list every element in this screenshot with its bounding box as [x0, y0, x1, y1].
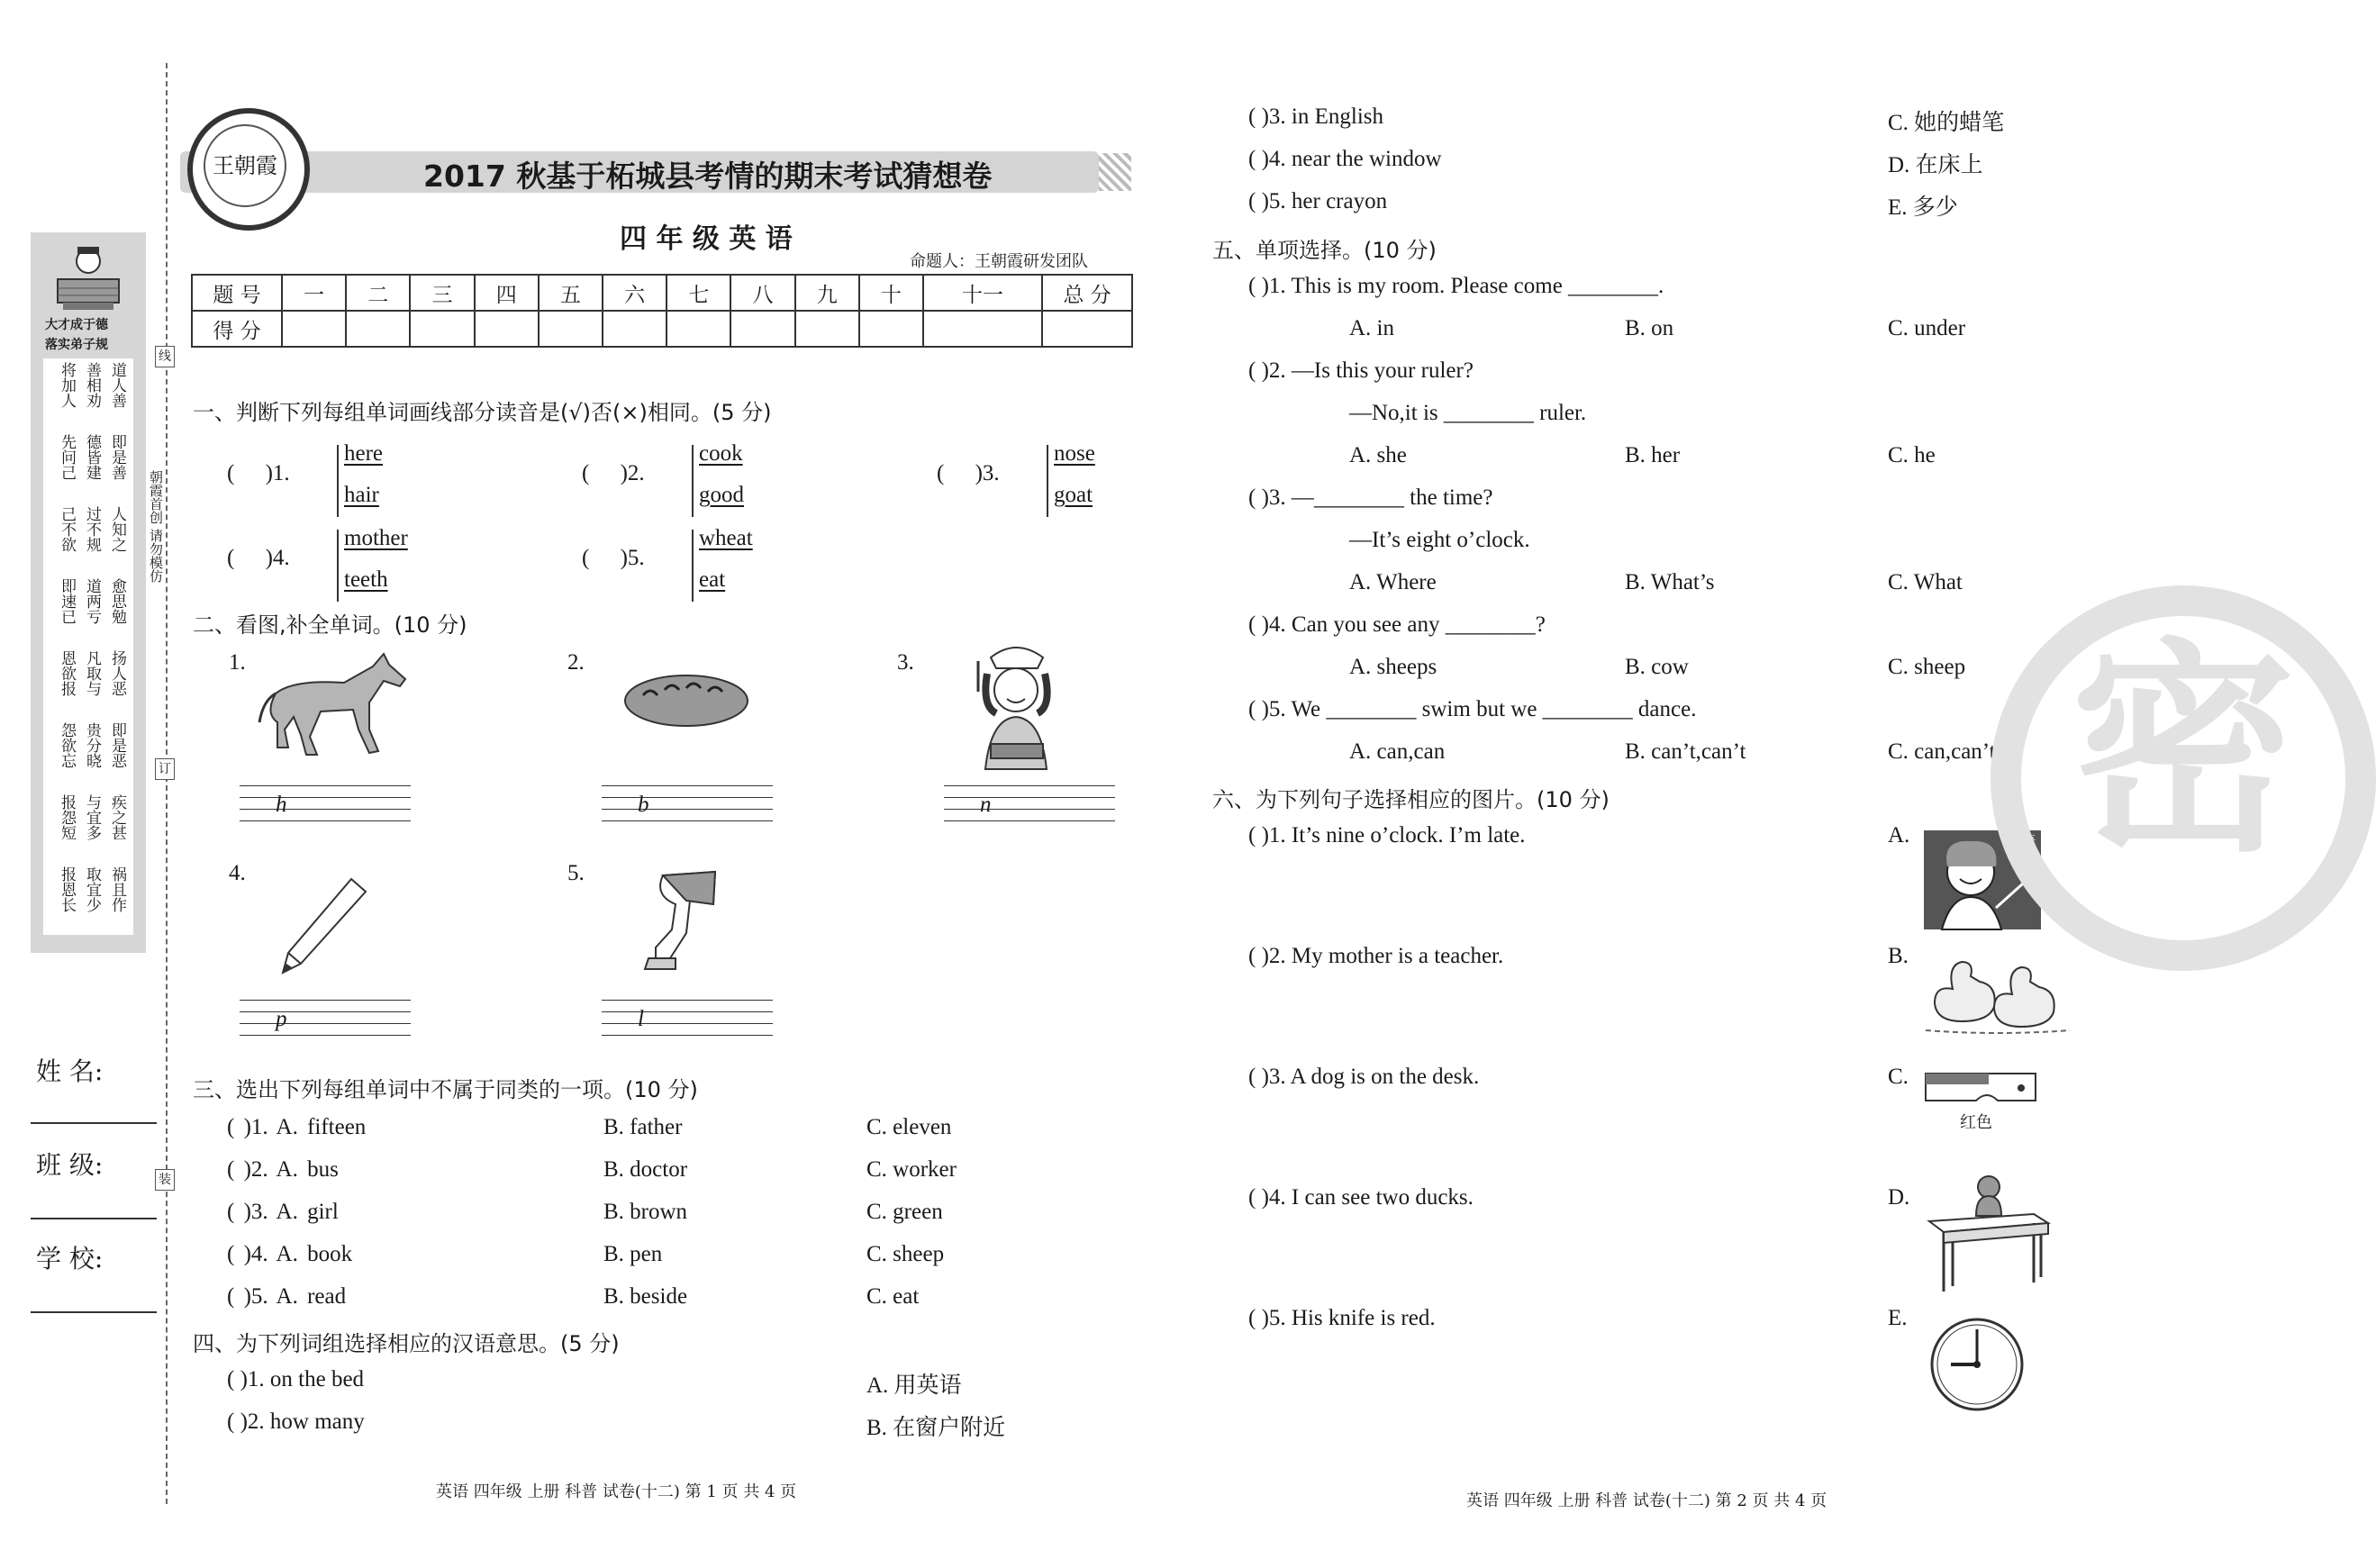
- s3-option-c: C. worker: [866, 1157, 957, 1182]
- s2-writing-lines[interactable]: [240, 1000, 411, 1047]
- s5-question-line: ( )5. We ________ swim but we ________ dance.: [1248, 697, 1697, 721]
- s2-first-letter: l: [638, 1007, 644, 1031]
- maxim-column: 即速已: [58, 578, 76, 624]
- maxim-column: 将加人: [58, 362, 76, 408]
- s1-word-top: wheat: [699, 526, 753, 550]
- logo-text: 王朝霞: [204, 124, 286, 207]
- score-label-cell: 得 分: [192, 311, 282, 347]
- score-header-cell: 十: [859, 275, 923, 311]
- score-input-cell[interactable]: [539, 311, 603, 347]
- s1-word-top: nose: [1054, 441, 1095, 466]
- score-input-cell[interactable]: [730, 311, 794, 347]
- writing-line: [944, 785, 1115, 786]
- s3-option-a: ( )3. A. girl: [227, 1200, 339, 1224]
- maxim-column: 愈思勉: [108, 578, 126, 624]
- s3-option-a: ( )4. A. book: [227, 1242, 353, 1266]
- seal-char-2: 订: [155, 758, 175, 780]
- maxim-column: 祸且作: [108, 866, 126, 912]
- writing-line: [602, 809, 773, 810]
- s5-option: B. What’s: [1625, 570, 1715, 594]
- s1-item-number: ( )1.: [227, 461, 290, 485]
- writing-line: [602, 785, 773, 786]
- word-bracket: [337, 445, 339, 517]
- s4-phrase: ( )5. her crayon: [1248, 189, 1388, 213]
- exam-title: 2017 秋基于柘城县考情的期末考试猜想卷: [423, 159, 993, 194]
- s6-option-letter: E.: [1888, 1306, 1908, 1330]
- s3-option-b: B. brown: [603, 1200, 688, 1224]
- class-label: 班 级:: [36, 1150, 104, 1180]
- s3-option-a: ( )5. A. read: [227, 1284, 347, 1309]
- writing-line: [240, 1023, 411, 1024]
- writing-line: [602, 1011, 773, 1012]
- section1-title: 一、判断下列每组单词画线部分读音是(√)否(×)相同。(5 分): [193, 400, 772, 425]
- s5-option: A. Where: [1349, 570, 1437, 594]
- maxim-column: 己不欲: [58, 506, 76, 552]
- score-header-cell: 六: [603, 275, 667, 311]
- writing-line: [240, 1035, 411, 1036]
- s5-question-line: ( )1. This is my room. Please come ________.: [1248, 274, 1664, 298]
- s2-first-letter: n: [980, 793, 992, 817]
- name-label: 姓 名:: [36, 1056, 104, 1086]
- score-header-row: [192, 275, 1132, 311]
- maxim-column: 恩欲报: [58, 650, 76, 696]
- s1-word-bottom: good: [699, 483, 744, 507]
- seal-char-1: 线: [155, 346, 175, 367]
- seal-char-3: 装: [155, 1169, 175, 1191]
- s3-option-c: C. sheep: [866, 1242, 945, 1266]
- leg-picture: [636, 868, 722, 980]
- banner-pattern: [1099, 153, 1131, 191]
- maxim-column: 德皆建: [83, 434, 101, 480]
- s6-option-letter: C.: [1888, 1065, 1909, 1089]
- binding-line: [166, 63, 168, 1504]
- s1-word-bottom: hair: [344, 483, 379, 507]
- s5-option: A. can,can: [1349, 739, 1446, 764]
- word-bracket: [692, 530, 694, 602]
- score-input-cell[interactable]: [859, 311, 923, 347]
- s1-word-bottom: eat: [699, 567, 726, 592]
- section5-title: 五、单项选择。(10 分): [1212, 238, 1437, 263]
- s3-option-b: B. beside: [603, 1284, 688, 1309]
- s5-option: B. on: [1625, 316, 1674, 340]
- maxim-column: 贵分晓: [83, 722, 101, 768]
- s2-writing-lines[interactable]: [944, 785, 1115, 832]
- maxim-column: 即是善: [108, 434, 126, 480]
- s1-word-bottom: goat: [1054, 483, 1093, 507]
- s6-sentence: ( )1. It’s nine o’clock. I’m late.: [1248, 823, 1526, 847]
- watermark: [1991, 585, 2376, 971]
- knife-picture: [1924, 1072, 2037, 1108]
- s4-meaning: D. 在床上: [1888, 153, 1983, 177]
- score-header-cell: 七: [667, 275, 730, 311]
- score-header-cell: 十一: [923, 275, 1042, 311]
- section3-title: 三、选出下列每组单词中不属于同类的一项。(10 分): [193, 1077, 698, 1102]
- writing-line: [240, 820, 411, 821]
- s6-sentence: ( )4. I can see two ducks.: [1248, 1185, 1474, 1210]
- knife-caption: 红色: [1960, 1113, 1992, 1132]
- score-input-cell[interactable]: [282, 311, 346, 347]
- score-header-cell: 题 号: [192, 275, 282, 311]
- score-header-cell: 八: [730, 275, 794, 311]
- s3-option-b: B. pen: [603, 1242, 663, 1266]
- watermark-char: 密: [2071, 620, 2296, 882]
- s6-option-letter: B.: [1888, 944, 1909, 968]
- maxim-column: 道人善: [108, 362, 126, 408]
- score-input-cell[interactable]: [475, 311, 539, 347]
- s2-writing-lines[interactable]: [602, 1000, 773, 1047]
- maxim-column: 疾之甚: [108, 794, 126, 840]
- s6-sentence: ( )2. My mother is a teacher.: [1248, 944, 1504, 968]
- maxim-column: 报怨短: [58, 794, 76, 840]
- s5-option: C. What: [1888, 570, 1963, 594]
- slogan-1: 大才成于德: [45, 318, 108, 332]
- footer-left: 英语 四年级 上册 科普 试卷(十二) 第 1 页 共 4 页: [436, 1482, 797, 1501]
- s5-option: C. can,can’t: [1888, 739, 1996, 764]
- writing-line: [602, 1000, 773, 1001]
- s1-item-number: ( )2.: [582, 461, 645, 485]
- word-bracket: [692, 445, 694, 517]
- score-table: [191, 274, 1133, 348]
- maxim-column: 扬人恶: [108, 650, 126, 696]
- s6-sentence: ( )3. A dog is on the desk.: [1248, 1065, 1480, 1089]
- writing-line: [944, 809, 1115, 810]
- maxim-column: 道两亏: [83, 578, 101, 624]
- s3-option-c: C. eat: [866, 1284, 920, 1309]
- score-header-cell: 四: [475, 275, 539, 311]
- maxim-column: 善相劝: [83, 362, 101, 408]
- score-input-cell[interactable]: [923, 311, 1042, 347]
- s5-question-line: ( )2. —Is this your ruler?: [1248, 358, 1474, 383]
- exam-subtitle: 四 年 级 英 语: [620, 223, 793, 255]
- s3-option-c: C. eleven: [866, 1115, 952, 1139]
- clock-picture: [1929, 1317, 2025, 1416]
- s5-question-line: —No,it is ________ ruler.: [1349, 401, 1587, 425]
- s2-item-number: 4.: [229, 861, 246, 885]
- s1-word-top: here: [344, 441, 384, 466]
- footer-right: 英语 四年级 上册 科普 试卷(十二) 第 2 页 共 4 页: [1466, 1491, 1827, 1510]
- s2-item-number: 5.: [567, 861, 585, 885]
- s5-option: A. she: [1349, 443, 1407, 467]
- s5-question-line: ( )4. Can you see any ________?: [1248, 612, 1546, 637]
- s4-meaning: E. 多少: [1888, 195, 1958, 220]
- s5-option: A. in: [1349, 316, 1394, 340]
- writing-line: [944, 820, 1115, 821]
- s5-option: B. her: [1625, 443, 1681, 467]
- horse-picture: [258, 647, 409, 766]
- writing-line: [240, 785, 411, 786]
- s6-sentence: ( )5. His knife is red.: [1248, 1306, 1436, 1330]
- word-bracket: [337, 530, 339, 602]
- s4-phrase: ( )1. on the bed: [227, 1367, 365, 1391]
- score-input-cell[interactable]: [667, 311, 730, 347]
- score-header-cell: 五: [539, 275, 603, 311]
- s2-writing-lines[interactable]: [240, 785, 411, 832]
- s1-word-top: cook: [699, 441, 743, 466]
- writing-line: [240, 1011, 411, 1012]
- score-header-cell: 九: [795, 275, 859, 311]
- class-field[interactable]: [31, 1218, 157, 1219]
- s2-writing-lines[interactable]: [602, 785, 773, 832]
- s5-option: C. under: [1888, 316, 1966, 340]
- s3-option-a: ( )2. A. bus: [227, 1157, 339, 1182]
- s5-option: B. cow: [1625, 655, 1689, 679]
- dog-desk-picture: [1926, 1169, 2052, 1299]
- score-value-row: [192, 311, 1132, 347]
- writing-line: [944, 797, 1115, 798]
- s4-phrase: ( )2. how many: [227, 1409, 365, 1434]
- pencil-picture: [276, 870, 375, 982]
- maxim-column: 即是恶: [108, 722, 126, 768]
- s2-item-number: 1.: [229, 650, 246, 675]
- score-input-cell[interactable]: [346, 311, 410, 347]
- s1-item-number: ( )4.: [227, 546, 290, 570]
- s3-option-a: ( )1. A. fifteen: [227, 1115, 367, 1139]
- maxim-column: 过不规: [83, 506, 101, 552]
- nurse-picture: [964, 638, 1068, 773]
- s2-first-letter: h: [276, 793, 287, 817]
- bread-picture: [623, 670, 749, 731]
- s3-option-b: B. doctor: [603, 1157, 688, 1182]
- author-line: 命题人：王朝霞研发团队: [910, 252, 1088, 271]
- score-input-cell[interactable]: [603, 311, 667, 347]
- writing-line: [602, 1023, 773, 1024]
- slogan-2: 落实弟子规: [45, 338, 108, 352]
- writing-line: [240, 1000, 411, 1001]
- maxim-column: 人知之: [108, 506, 126, 552]
- writing-line: [602, 1035, 773, 1036]
- s1-item-number: ( )3.: [937, 461, 1000, 485]
- name-field[interactable]: [31, 1122, 157, 1124]
- s6-option-letter: A.: [1888, 823, 1910, 847]
- s4-meaning: B. 在窗户附近: [866, 1416, 1006, 1440]
- score-input-cell[interactable]: [795, 311, 859, 347]
- ducks-picture: [1926, 949, 2070, 1043]
- school-label: 学 校:: [36, 1244, 104, 1273]
- s4-meaning: A. 用英语: [866, 1373, 962, 1398]
- score-header-cell: 总 分: [1042, 275, 1132, 311]
- s2-item-number: 2.: [567, 650, 585, 675]
- vertical-note: 朝霞首创 请勿模仿: [148, 470, 164, 583]
- writing-line: [602, 797, 773, 798]
- maxim-column: 与宜多: [83, 794, 101, 840]
- maxim-column: 怨欲忘: [58, 722, 76, 768]
- s5-question-line: —It’s eight o’clock.: [1349, 528, 1530, 552]
- s2-first-letter: p: [276, 1007, 287, 1031]
- s3-option-b: B. father: [603, 1115, 683, 1139]
- s2-item-number: 3.: [897, 650, 914, 675]
- writing-line: [240, 809, 411, 810]
- score-header-cell: 一: [282, 275, 346, 311]
- s5-question-line: ( )3. —________ the time?: [1248, 485, 1493, 510]
- word-bracket: [1047, 445, 1048, 517]
- writing-line: [240, 797, 411, 798]
- section4-title: 四、为下列词组选择相应的汉语意思。(5 分): [193, 1331, 620, 1356]
- s5-option: A. sheeps: [1349, 655, 1437, 679]
- score-input-cell[interactable]: [410, 311, 474, 347]
- blackboard-text: 语文: [2021, 834, 2036, 859]
- s4-meaning: C. 她的蜡笔: [1888, 111, 2005, 135]
- section6-title: 六、为下列句子选择相应的图片。(10 分): [1212, 787, 1610, 812]
- maxim-column: 先问己: [58, 434, 76, 480]
- maxims: [52, 362, 133, 938]
- maxim-column: 取宜少: [83, 866, 101, 912]
- score-header-cell: 三: [410, 275, 474, 311]
- s2-first-letter: b: [638, 793, 649, 817]
- student-figure: [50, 241, 126, 313]
- score-header-cell: 二: [346, 275, 410, 311]
- school-field[interactable]: [31, 1311, 157, 1313]
- s5-option: B. can’t,can’t: [1625, 739, 1746, 764]
- s4-phrase: ( )3. in English: [1248, 104, 1383, 129]
- s5-option: C. he: [1888, 443, 1936, 467]
- s1-word-top: mother: [344, 526, 408, 550]
- s1-item-number: ( )5.: [582, 546, 645, 570]
- s5-option: C. sheep: [1888, 655, 1966, 679]
- maxim-column: 报恩长: [58, 866, 76, 912]
- s4-phrase: ( )4. near the window: [1248, 147, 1442, 171]
- s3-option-c: C. green: [866, 1200, 943, 1224]
- s1-word-bottom: teeth: [344, 567, 388, 592]
- writing-line: [602, 820, 773, 821]
- maxim-column: 凡取与: [83, 650, 101, 696]
- s6-option-letter: D.: [1888, 1185, 1910, 1210]
- score-input-cell[interactable]: [1042, 311, 1132, 347]
- section2-title: 二、看图,补全单词。(10 分): [193, 612, 467, 638]
